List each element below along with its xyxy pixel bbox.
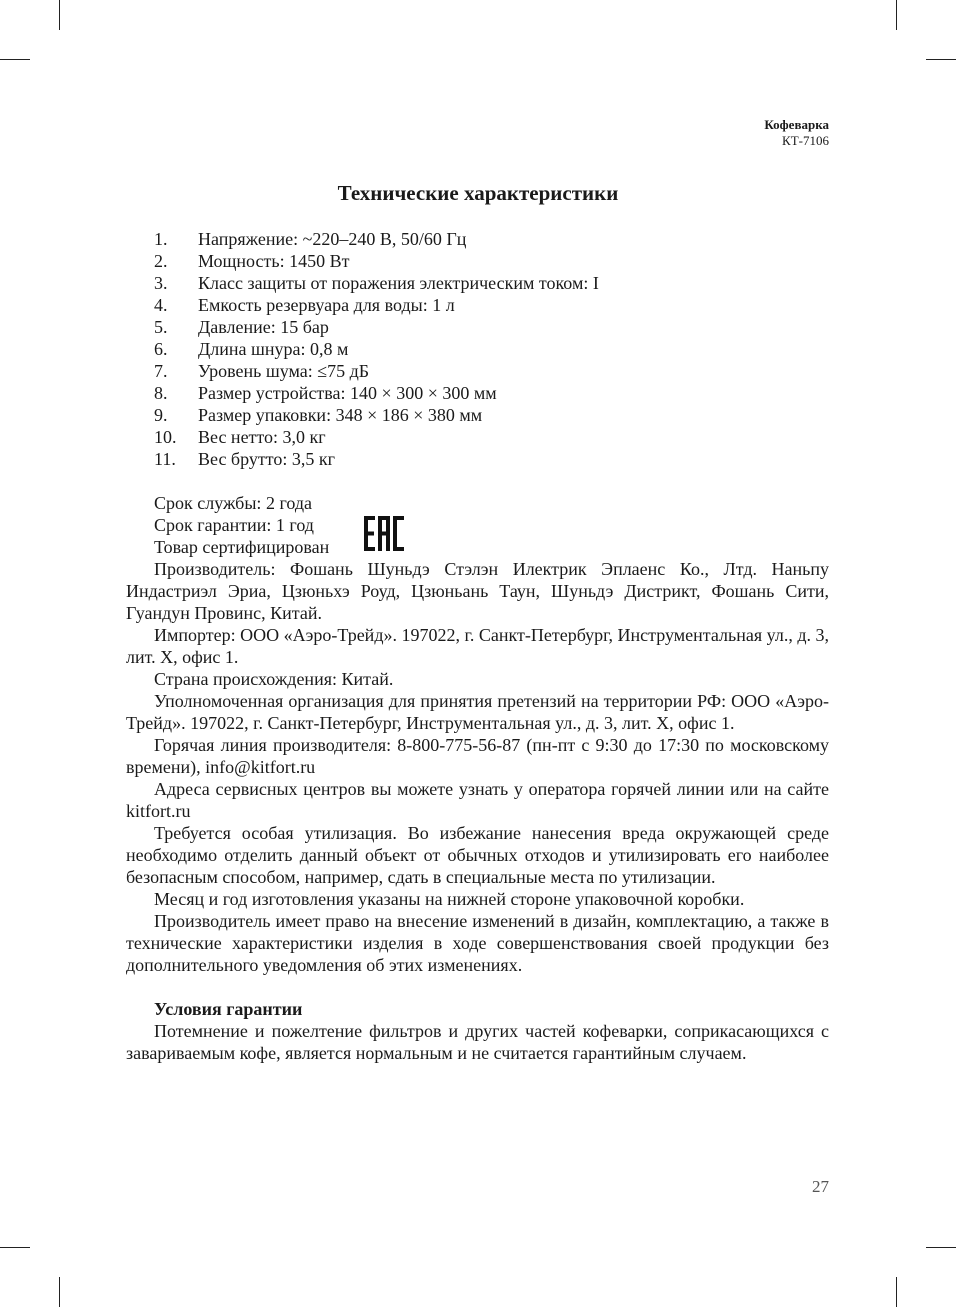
origin-paragraph: Страна происхождения: Китай. [154, 669, 394, 689]
spec-number: 2. [154, 251, 168, 271]
authorized-org-paragraph: Уполномоченная организация для принятия претензий на территории РФ: ООО «Аэро-Трейд». 197022, г. Санкт-Петербург, Инструментальная ул., д. 3, лит. Х, офис 1. [126, 691, 829, 733]
crop-mark [59, 1277, 60, 1307]
spec-number: 3. [154, 273, 168, 293]
list-item [154, 426, 599, 448]
list-item [154, 382, 599, 404]
spec-number: 10. [154, 427, 177, 447]
list-item [154, 448, 599, 470]
crop-mark [0, 1247, 30, 1248]
spec-number: 11. [154, 449, 176, 469]
spec-number: 7. [154, 361, 168, 381]
importer-paragraph: Импортер: ООО «Аэро-Трейд». 197022, г. Санкт-Петербург, Инструментальная ул., д. 3, лит. Х, офис 1. [126, 625, 829, 667]
manufacture-date-paragraph: Месяц и год изготовления указаны на нижней стороне упаковочной коробки. [154, 889, 745, 909]
crop-mark [59, 0, 60, 30]
spec-text: Размер устройства: 140 × 300 × 300 мм [198, 383, 497, 403]
warranty-paragraph: Потемнение и пожелтение фильтров и других частей кофеварки, соприкасающихся с завариваемым кофе, является нормальным и не считается гарантийным случаем. [126, 1021, 829, 1063]
spec-number: 5. [154, 317, 168, 337]
spec-text: Напряжение: ~220–240 В, 50/60 Гц [198, 229, 467, 249]
spec-text: Давление: 15 бар [198, 317, 329, 337]
spec-text: Вес брутто: 3,5 кг [198, 449, 335, 469]
spec-text: Уровень шума: ≤75 дБ [198, 361, 370, 381]
spec-number: 6. [154, 339, 168, 359]
disposal-paragraph: Требуется особая утилизация. Во избежание нанесения вреда окружающей среде необходимо отделить данный объект от обычных отходов и утилизировать его наиболее безопасным способом, например, сдать в специальные места по утилизации. [126, 823, 829, 887]
service-life: Срок службы: 2 года [154, 493, 313, 513]
header-model: КТ-7106 [782, 133, 829, 148]
spec-text: Мощность: 1450 Вт [198, 251, 350, 271]
crop-mark [896, 0, 897, 30]
warranty-period: Срок гарантии: 1 год [154, 515, 314, 535]
eac-logo-icon [363, 514, 405, 553]
list-item [154, 338, 599, 360]
body-text [126, 558, 829, 1064]
certified-text: Товар сертифицирован [154, 537, 330, 557]
specs-list [154, 228, 599, 470]
list-item [154, 228, 599, 250]
crop-mark [926, 59, 956, 60]
changes-paragraph: Производитель имеет право на внесение изменений в дизайн, комплектацию, а также в технические характеристики изделия в ходе совершенствования своей продукции без дополнительного уведомления об этих изменениях. [126, 911, 829, 975]
header-product: Кофеварка [764, 117, 829, 132]
spec-number: 9. [154, 405, 168, 425]
spec-text: Размер упаковки: 348 × 186 × 380 мм [198, 405, 483, 425]
page-title: Технические характеристики [337, 181, 619, 205]
spec-text: Класс защиты от поражения электрическим током: I [198, 273, 599, 293]
spec-text: Вес нетто: 3,0 кг [198, 427, 326, 447]
page-number: 27 [812, 1177, 829, 1196]
spec-number: 4. [154, 295, 168, 315]
crop-mark [0, 59, 30, 60]
running-header [764, 117, 829, 149]
list-item [154, 404, 599, 426]
warranty-title: Условия гарантии [154, 999, 303, 1019]
crop-mark [896, 1277, 897, 1307]
spec-number: 1. [154, 229, 168, 249]
list-item [154, 316, 599, 338]
spec-text: Длина шнура: 0,8 м [198, 339, 349, 359]
spec-text: Емкость резервуара для воды: 1 л [198, 295, 455, 315]
list-item [154, 294, 599, 316]
service-block [154, 492, 329, 558]
crop-mark [926, 1247, 956, 1248]
hotline-paragraph: Горячая линия производителя: 8-800-775-56-87 (пн-пт с 9:30 до 17:30 по московскому времени), info@kitfort.ru [126, 735, 829, 777]
manufacturer-paragraph: Производитель: Фошань Шуньдэ Стэлэн Илектрик Эплаенс Ко., Лтд. Наньпу Индастриэл Эриа, Цзюньхэ Роуд, Цзюньань Таун, Шуньдэ Дистрикт, Фошань Сити, Гуандун Провинс, Китай. [126, 559, 829, 623]
spec-number: 8. [154, 383, 168, 403]
list-item [154, 360, 599, 382]
list-item [154, 250, 599, 272]
list-item [154, 272, 599, 294]
service-centers-paragraph: Адреса сервисных центров вы можете узнать у оператора горячей линии или на сайте kitfort.ru [126, 779, 829, 821]
